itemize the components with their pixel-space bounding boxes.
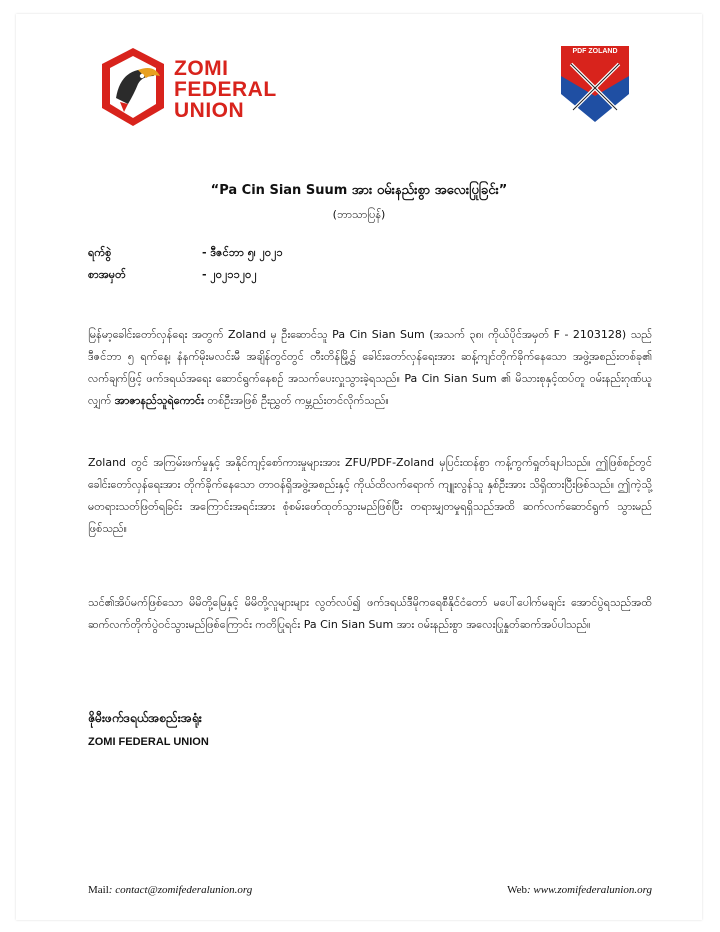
org-name	[174, 58, 277, 121]
paragraph-1-text: မြန်မာ့ခေါင်းတော်လှန်ရေး အတွက် Zoland မှ ဦးဆောင်သူ Pa Cin Sian Sum (အသက် ၃၈၊ ကိုယ်ပိုင်အမှတ် F - 2103128) သည် ဒီဇင်ဘာ ၅ ရက်နေ့၊ နံနက်မိုးမလင်းမီ အချိန်တွင်တွင် တီးတိန်မြို့၌ ခေါင်းတော်လှန်ရေးအား ဆန့်ကျင်တိုက်ခိုက်နေသော အဖွဲ့အစည်းတစ်ခု၏ လက်ချက်ဖြင့် ဖက်ဒရယ်အရေး ဆောင်ရွက်နေစဉ် အသက်ပေးလှူသွားခဲ့ရသည်။ Pa Cin Sian Sum ၏ မိသားစုနှင့်ထပ်တူ ဝမ်းနည်းဂုဏ်ယူ လျှက်	[88, 328, 652, 407]
hornbill-emblem-icon	[98, 46, 168, 128]
paragraph-1	[88, 324, 652, 412]
signature-org-myanmar: ဇိုမီးဖက်ဒရယ်အစည်းအရုံး	[88, 711, 202, 725]
footer-web	[507, 884, 652, 896]
date-row	[88, 246, 283, 268]
ref-row	[88, 268, 283, 290]
signature-block	[88, 710, 209, 748]
date-value: - ဒီဇင်ဘာ ၅၊ ၂၀၂၁	[202, 246, 283, 259]
ref-value: - ၂၀၂၁၁၂၀၂	[202, 268, 257, 281]
org-name-line2: FEDERAL	[174, 78, 277, 101]
document-meta	[88, 246, 283, 290]
pdf-zoland-logo	[559, 44, 631, 124]
web-label: Web	[507, 884, 528, 896]
ref-label: စာအမှတ်	[88, 268, 126, 281]
paragraph-1-end: တစ်ဦးအဖြစ် ဦးညွှတ် ကမ္ဘည်းတင်လိုက်သည်။	[207, 394, 389, 407]
document-page	[16, 14, 702, 920]
org-name-line3: UNION	[174, 99, 245, 122]
paragraph-3: သင်၏အိပ်မက်ဖြစ်သော မိမိတို့မြေနှင့် မိမိတို့လူများများ လွတ်လပ်၍ ဖက်ဒရယ်ဒီမိုကရေစီနိုင်ငံတော် မပေါ်ပေါက်မချင်း အောင်ပွဲရသည်အထိ ဆက်လက်တိုက်ပွဲဝင်သွားမည်ဖြစ်ကြောင်း ကတိပြုရင်း Pa Cin Sian Sum အား ဝမ်းနည်းစွာ အလေးပြုနှုတ်ဆက်အပ်ပါသည်။	[88, 596, 652, 631]
footer	[88, 884, 652, 896]
footer-mail	[88, 884, 252, 896]
date-label: ရက်စွဲ	[88, 246, 112, 259]
document-subtitle: (ဘာသာပြန်)	[332, 208, 386, 221]
mail-label: Mail	[88, 884, 109, 896]
crossed-rifles-shield-icon	[559, 44, 631, 124]
web-value: : www.zomifederalunion.org	[527, 884, 652, 896]
signature-org-english: ZOMI FEDERAL UNION	[88, 736, 209, 748]
mail-value: : contact@zomifederalunion.org	[108, 884, 253, 896]
paragraph-1-bold: အာဇာနည်သူရဲကောင်း	[114, 394, 204, 407]
paragraph-2: Zoland တွင် အကြမ်းဖက်မှုနှင့် အနိုင်ကျင့်စော်ကားမှုများအား ZFU/PDF-Zoland မှပြင်းထန်စွာ ကန့်ကွက်ရှုတ်ချပါသည်။ ဤဖြစ်စဉ်တွင် ခေါင်းတော်လှန်ရေးအား တိုက်ခိုက်နေသော တာဝန်ရှိအဖွဲ့အစည်းနှင့် ကိုယ်ထိလက်ရောက် ကျူးလွန်သူ နှစ်ဦးအား သိရှိထားပြီးဖြစ်သည်။ ဤကဲ့သို့မတရားသတ်ဖြတ်ရခြင်း အကြောင်းအရင်းအား စုံစမ်းဖော်ထုတ်သွားမည်ဖြစ်ပြီး တရားမျှတမှုရရှိသည်အထိ ဆက်လက်ဆောင်ရွက် သွားမည်ဖြစ်သည်။	[88, 456, 652, 535]
pdf-zoland-label: PDF ZOLAND	[572, 48, 618, 55]
document-title: “Pa Cin Sian Suum အား ဝမ်းနည်းစွာ အလေးပြုခြင်း”	[210, 183, 508, 198]
org-name-line1: ZOMI	[174, 57, 229, 80]
zfu-logo	[98, 46, 298, 128]
